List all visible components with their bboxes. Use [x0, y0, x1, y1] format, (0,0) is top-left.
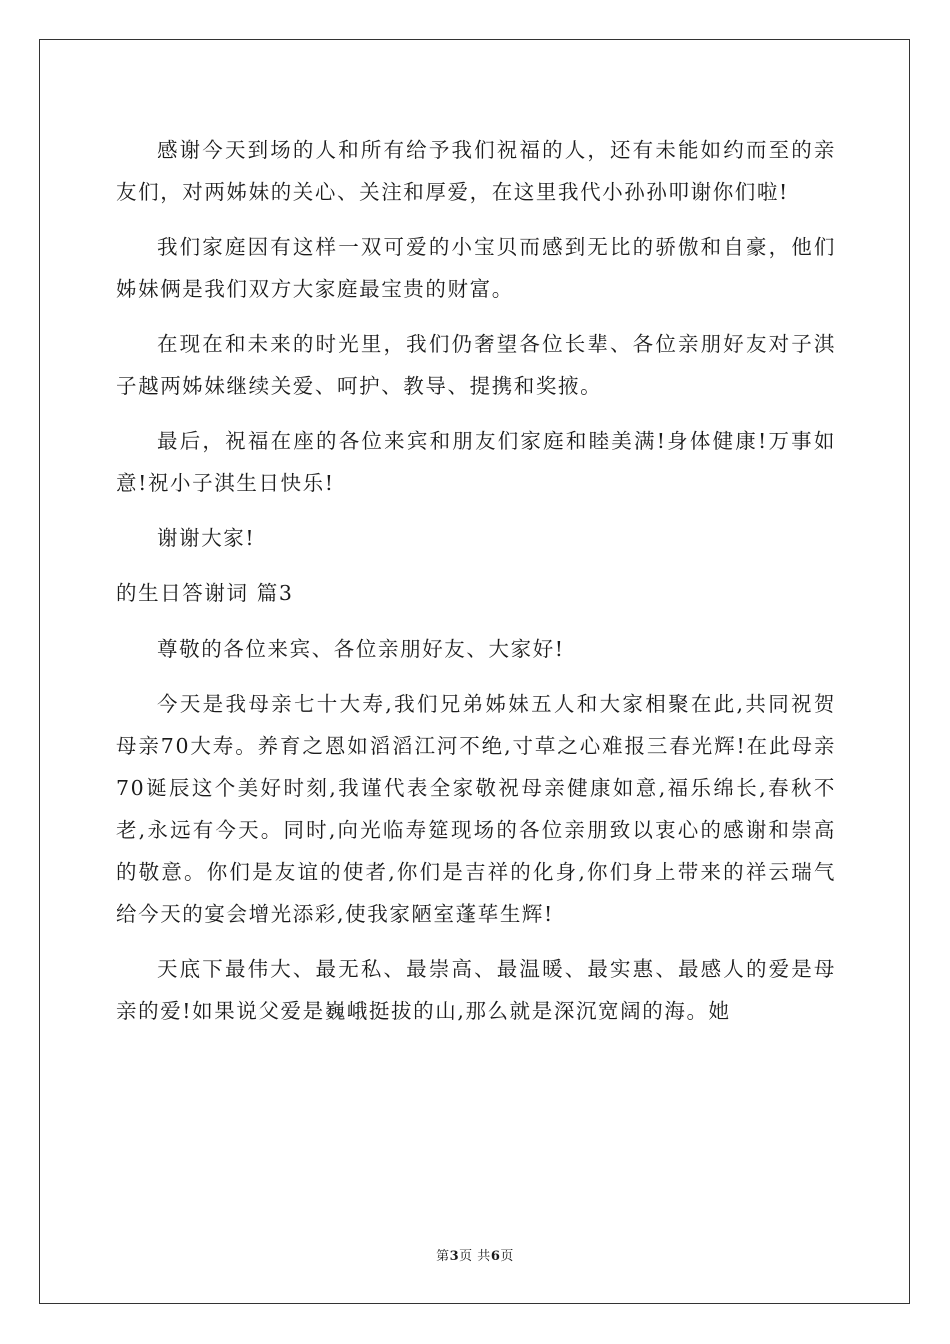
paragraph: 天底下最伟大、最无私、最崇高、最温暖、最实惠、最感人的爱是母亲的爱!如果说父爱是巍峨挺拔的山,那么就是深沉宽阔的海。她 — [116, 957, 836, 1023]
document-body — [116, 129, 836, 1045]
paragraph: 今天是我母亲七十大寿,我们兄弟姊妹五人和大家相聚在此,共同祝贺母亲70大寿。养育之恩如滔滔江河不绝,寸草之心难报三春光辉!在此母亲70诞辰这个美好时刻,我谨代表全家敬祝母亲健康如意,福乐绵长,春秋不老,永远有今天。同时,向光临寿筵现场的各位亲朋致以衷心的感谢和崇高的敬意。你们是友谊的使者,你们是吉祥的化身,你们身上带来的祥云瑞气给今天的宴会增光添彩,使我家陋室蓬荜生辉! — [116, 692, 836, 926]
page-label-prefix: 第 — [436, 1249, 450, 1264]
total-page-number: 6 — [490, 1249, 501, 1264]
paragraph: 感谢今天到场的人和所有给予我们祝福的人，还有未能如约而至的亲友们，对两姊妹的关心、关注和厚爱，在这里我代小孙孙叩谢你们啦! — [116, 138, 836, 204]
page-number-footer — [0, 1245, 950, 1264]
paragraph: 谢谢大家! — [157, 526, 256, 550]
page-label-suffix: 页 — [500, 1249, 514, 1264]
page-label-mid: 页 共 — [459, 1249, 491, 1264]
section-title: 的生日答谢词 篇3 — [116, 581, 294, 605]
current-page-number: 3 — [449, 1249, 460, 1264]
paragraph: 我们家庭因有这样一双可爱的小宝贝而感到无比的骄傲和自豪，他们姊妹俩是我们双方大家庭最宝贵的财富。 — [116, 235, 836, 301]
paragraph: 在现在和未来的时光里，我们仍奢望各位长辈、各位亲朋好友对子淇子越两姊妹继续关爱、呵护、教导、提携和奖掖。 — [116, 332, 836, 398]
paragraph: 尊敬的各位来宾、各位亲朋好友、大家好! — [157, 637, 565, 661]
paragraph: 最后，祝福在座的各位来宾和朋友们家庭和睦美满!身体健康!万事如意!祝小子淇生日快乐! — [116, 429, 836, 495]
